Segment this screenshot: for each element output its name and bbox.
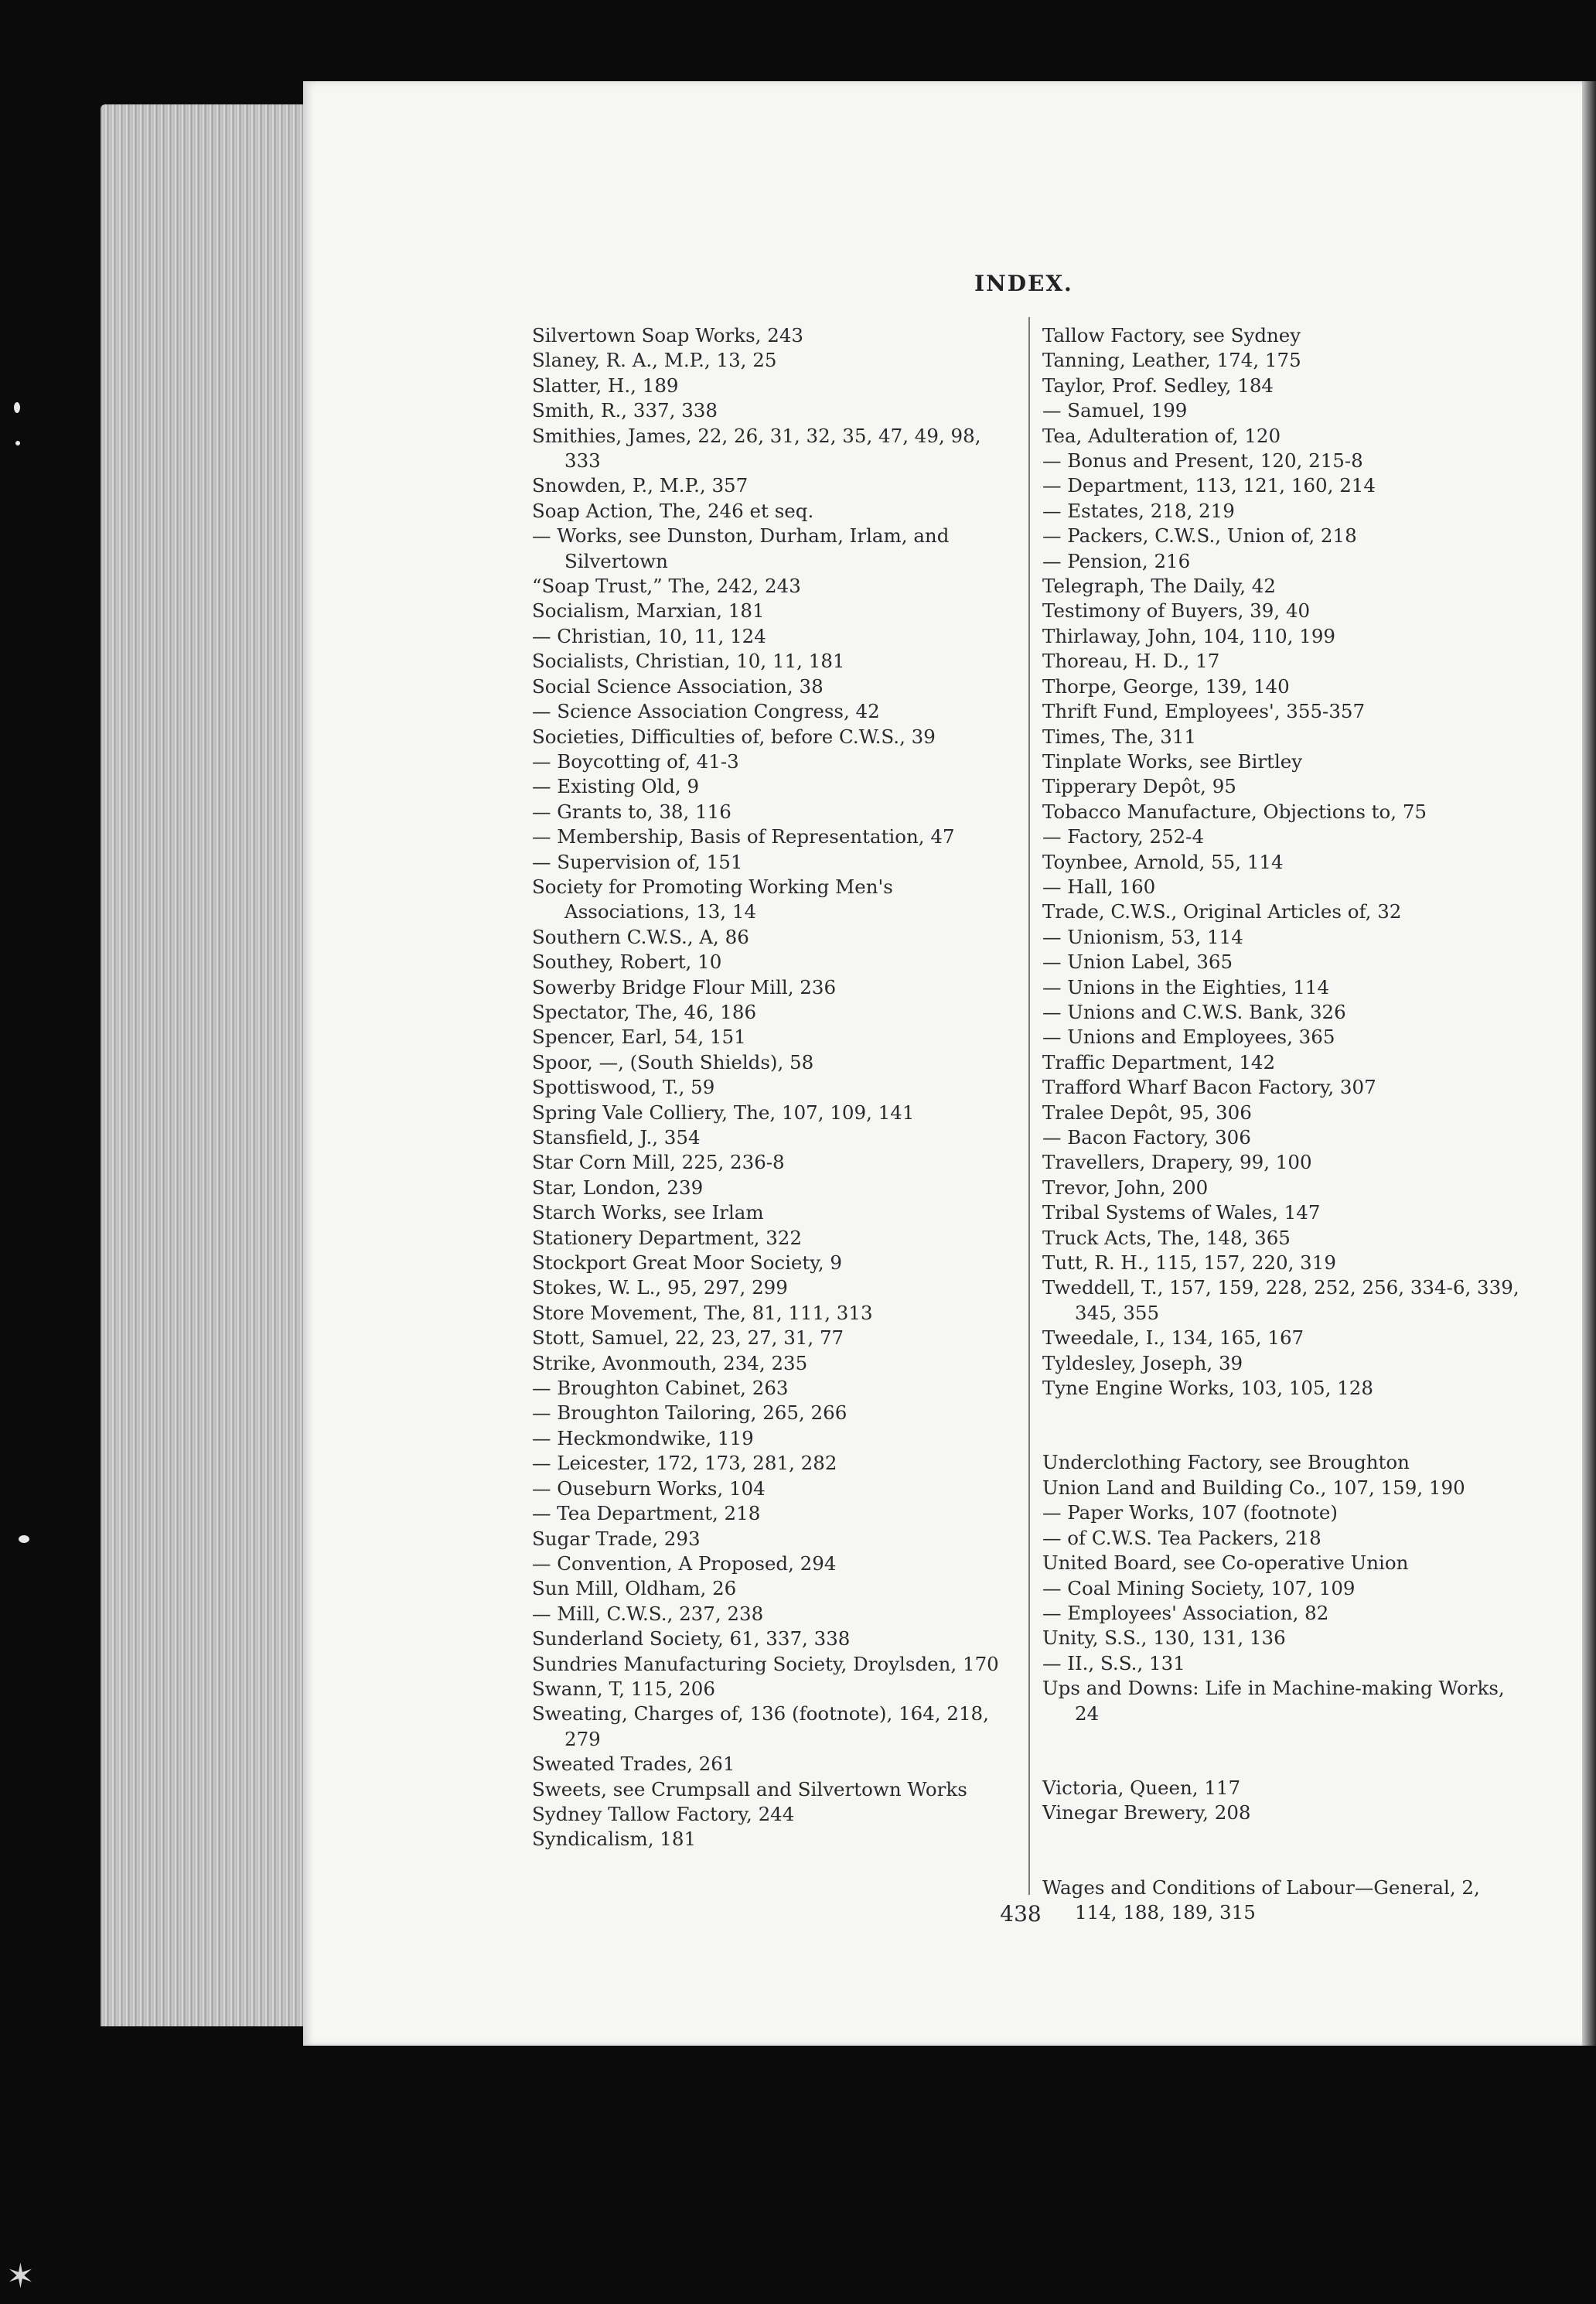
index-entry: — Boycotting of, 41-3 xyxy=(532,749,739,773)
index-entry: Strike, Avonmouth, 234, 235 xyxy=(532,1351,808,1374)
index-entry: Tralee Depôt, 95, 306 xyxy=(1042,1101,1252,1124)
index-entry: Unity, S.S., 130, 131, 136 xyxy=(1042,1626,1286,1650)
index-entry: Telegraph, The Daily, 42 xyxy=(1042,575,1276,598)
index-entry: Silvertown Soap Works, 243 xyxy=(532,324,803,346)
index-entry: — Ouseburn Works, 104 xyxy=(532,1476,766,1500)
index-entry: — Membership, Basis of Representation, 47 xyxy=(532,825,955,848)
index-entry: Socialists, Christian, 10, 11, 181 xyxy=(532,650,845,673)
index-entry: Testimony of Buyers, 39, 40 xyxy=(1042,599,1311,623)
index-entry: Tobacco Manufacture, Objections to, 75 xyxy=(1042,800,1427,823)
index-entry: Snowden, P., M.P., 357 xyxy=(532,474,749,497)
index-entry: Sunderland Society, 61, 337, 338 xyxy=(532,1627,851,1650)
index-entry: — Estates, 218, 219 xyxy=(1042,499,1235,522)
section-gap xyxy=(1042,1726,1522,1776)
section-gap xyxy=(1042,1826,1522,1876)
index-entry: Sun Mill, Oldham, 26 xyxy=(532,1577,737,1600)
index-entry: Underclothing Factory, see Broughton xyxy=(1042,1451,1410,1474)
index-entry: — Packers, C.W.S., Union of, 218 xyxy=(1042,524,1357,548)
index-entry: — Samuel, 199 xyxy=(1042,399,1188,422)
index-entry: — Department, 113, 121, 160, 214 xyxy=(1042,474,1376,497)
index-entry: Socialism, Marxian, 181 xyxy=(532,599,765,623)
index-entry: — II., S.S., 131 xyxy=(1042,1651,1185,1674)
index-entry: — Works, see Dunston, Durham, Irlam, and Silvertown xyxy=(532,524,950,572)
index-entry: Tribal Systems of Wales, 147 xyxy=(1042,1201,1321,1224)
index-column-right xyxy=(1042,323,1522,1926)
scan-speck xyxy=(14,402,20,413)
index-entry: — Leicester, 172, 173, 281, 282 xyxy=(532,1452,837,1475)
index-entry: — Unions and Employees, 365 xyxy=(1042,1026,1335,1049)
index-entry: — Convention, A Proposed, 294 xyxy=(532,1551,837,1575)
index-entry: — Supervision of, 151 xyxy=(532,850,743,873)
index-entry: Toynbee, Arnold, 55, 114 xyxy=(1042,850,1284,873)
index-entry: Syndicalism, 181 xyxy=(532,1828,697,1851)
index-entry: Vinegar Brewery, 208 xyxy=(1042,1801,1251,1824)
index-entry: — Science Association Congress, 42 xyxy=(532,700,880,723)
index-entry: Slaney, R. A., M.P., 13, 25 xyxy=(532,349,777,372)
index-entry: Tinplate Works, see Birtley xyxy=(1042,749,1303,773)
index-entry: Tutt, R. H., 115, 157, 220, 319 xyxy=(1042,1251,1336,1275)
index-entry: — Hall, 160 xyxy=(1042,875,1156,898)
index-entry: Southern C.W.S., A, 86 xyxy=(532,925,749,948)
index-entry: — Pension, 216 xyxy=(1042,549,1191,572)
page-title: INDEX. xyxy=(974,271,1073,296)
index-entry: Tyldesley, Joseph, 39 xyxy=(1042,1351,1243,1374)
index-entry: Victoria, Queen, 117 xyxy=(1042,1776,1241,1799)
section-gap xyxy=(1042,1401,1522,1450)
index-entry: Thorpe, George, 139, 140 xyxy=(1042,674,1290,698)
index-entry: Stansfield, J., 354 xyxy=(532,1126,701,1149)
page-number: 438 xyxy=(1000,1901,1042,1927)
star-icon: ✶ xyxy=(6,2257,35,2296)
index-entry: “Soap Trust,” The, 242, 243 xyxy=(532,575,801,598)
index-entry: Travellers, Drapery, 99, 100 xyxy=(1042,1151,1312,1174)
index-entry: Sundries Manufacturing Society, Droylsden, 170 xyxy=(532,1652,999,1675)
index-entry: Traffic Department, 142 xyxy=(1042,1050,1276,1073)
index-entry: Sweating, Charges of, 136 (footnote), 164, 218, 279 xyxy=(532,1702,989,1750)
index-entry: Sowerby Bridge Flour Mill, 236 xyxy=(532,975,837,998)
index-entry: Southey, Robert, 10 xyxy=(532,951,722,974)
scan-speck xyxy=(19,1535,29,1543)
index-entry: Spoor, —, (South Shields), 58 xyxy=(532,1050,814,1073)
index-entry: — Factory, 252-4 xyxy=(1042,825,1205,848)
index-entry: — Bacon Factory, 306 xyxy=(1042,1126,1251,1149)
index-entry: Soap Action, The, 246 et seq. xyxy=(532,499,814,522)
index-entry: Trafford Wharf Bacon Factory, 307 xyxy=(1042,1076,1376,1099)
column-divider xyxy=(1028,317,1030,1895)
index-entry: — Unions and C.W.S. Bank, 326 xyxy=(1042,1000,1346,1023)
index-entry: — Unions in the Eighties, 114 xyxy=(1042,975,1330,998)
index-entry: Stationery Department, 322 xyxy=(532,1226,802,1249)
index-entry: Thirlaway, John, 104, 110, 199 xyxy=(1042,624,1335,647)
index-entry: — Bonus and Present, 120, 215-8 xyxy=(1042,449,1363,473)
index-entry: Tweddell, T., 157, 159, 228, 252, 256, 334-6, 339, 345, 355 xyxy=(1042,1276,1519,1324)
index-entry: Trade, C.W.S., Original Articles of, 32 xyxy=(1042,900,1402,923)
index-entry: — Broughton Tailoring, 265, 266 xyxy=(532,1401,847,1425)
index-entry: Sugar Trade, 293 xyxy=(532,1527,701,1550)
index-entry: — Mill, C.W.S., 237, 238 xyxy=(532,1602,764,1625)
index-entry: Sweated Trades, 261 xyxy=(532,1753,735,1776)
index-entry: Society for Promoting Working Men's Associations, 13, 14 xyxy=(532,875,893,923)
index-entry: — Employees' Association, 82 xyxy=(1042,1601,1329,1624)
index-entry: — Christian, 10, 11, 124 xyxy=(532,624,766,647)
index-entry: Tyne Engine Works, 103, 105, 128 xyxy=(1042,1377,1373,1400)
index-entry: Spectator, The, 46, 186 xyxy=(532,1000,757,1023)
index-entry: Stokes, W. L., 95, 297, 299 xyxy=(532,1276,788,1299)
index-entry: Taylor, Prof. Sedley, 184 xyxy=(1042,374,1274,397)
index-entry: Spring Vale Colliery, The, 107, 109, 141 xyxy=(532,1101,915,1124)
index-entry: — Grants to, 38, 116 xyxy=(532,800,732,823)
index-entry: Social Science Association, 38 xyxy=(532,674,824,698)
index-entry: — Broughton Cabinet, 263 xyxy=(532,1377,789,1400)
index-entry: Smithies, James, 22, 26, 31, 32, 35, 47, 49, 98, 333 xyxy=(532,424,981,473)
index-entry: Tea, Adulteration of, 120 xyxy=(1042,424,1281,447)
index-entry: — Coal Mining Society, 107, 109 xyxy=(1042,1576,1356,1599)
index-entry: Union Land and Building Co., 107, 159, 190 xyxy=(1042,1476,1465,1499)
index-entry: Tallow Factory, see Sydney xyxy=(1042,324,1301,346)
index-entry: Star Corn Mill, 225, 236-8 xyxy=(532,1151,785,1174)
index-entry: Societies, Difficulties of, before C.W.S., 39 xyxy=(532,725,936,748)
index-entry: Spencer, Earl, 54, 151 xyxy=(532,1026,746,1049)
index-entry: United Board, see Co-operative Union xyxy=(1042,1551,1409,1575)
index-entry: Stockport Great Moor Society, 9 xyxy=(532,1251,843,1275)
index-entry: Times, The, 311 xyxy=(1042,725,1197,748)
index-entry: Truck Acts, The, 148, 365 xyxy=(1042,1226,1291,1249)
book-page-edges xyxy=(101,104,313,2026)
index-entry: Swann, T, 115, 206 xyxy=(532,1677,715,1700)
index-entry: Starch Works, see Irlam xyxy=(532,1201,764,1224)
index-entry: Ups and Downs: Life in Machine-making Works, 24 xyxy=(1042,1677,1505,1725)
index-entry: — Paper Works, 107 (footnote) xyxy=(1042,1501,1338,1524)
index-entry: Spottiswood, T., 59 xyxy=(532,1076,715,1099)
index-entry: Wages and Conditions of Labour—General, 2, 114, 188, 189, 315 xyxy=(1042,1876,1480,1924)
index-entry: Sweets, see Crumpsall and Silvertown Works xyxy=(532,1777,967,1801)
index-entry: Smith, R., 337, 338 xyxy=(532,399,718,422)
index-entry: Tweedale, I., 134, 165, 167 xyxy=(1042,1326,1304,1350)
index-entry: — Tea Department, 218 xyxy=(532,1502,761,1525)
index-entry: — Union Label, 365 xyxy=(1042,951,1233,974)
index-entry: Thoreau, H. D., 17 xyxy=(1042,650,1220,673)
index-entry: — of C.W.S. Tea Packers, 218 xyxy=(1042,1526,1321,1549)
index-entry: — Existing Old, 9 xyxy=(532,775,700,798)
page-edge-shadow xyxy=(1582,81,1596,2046)
index-entry: — Heckmondwike, 119 xyxy=(532,1426,754,1449)
index-entry: Tipperary Depôt, 95 xyxy=(1042,775,1236,798)
index-entry: Sydney Tallow Factory, 244 xyxy=(532,1802,795,1825)
index-entry: Trevor, John, 200 xyxy=(1042,1176,1209,1199)
index-entry: — Unionism, 53, 114 xyxy=(1042,925,1243,948)
index-entry: Slatter, H., 189 xyxy=(532,374,679,397)
index-entry: Star, London, 239 xyxy=(532,1176,704,1199)
index-entry: Store Movement, The, 81, 111, 313 xyxy=(532,1301,873,1324)
index-column-left xyxy=(532,323,1011,1852)
index-entry: Tanning, Leather, 174, 175 xyxy=(1042,349,1301,372)
scan-speck xyxy=(15,441,20,445)
index-entry: Thrift Fund, Employees', 355-357 xyxy=(1042,700,1366,723)
index-entry: Stott, Samuel, 22, 23, 27, 31, 77 xyxy=(532,1326,844,1350)
